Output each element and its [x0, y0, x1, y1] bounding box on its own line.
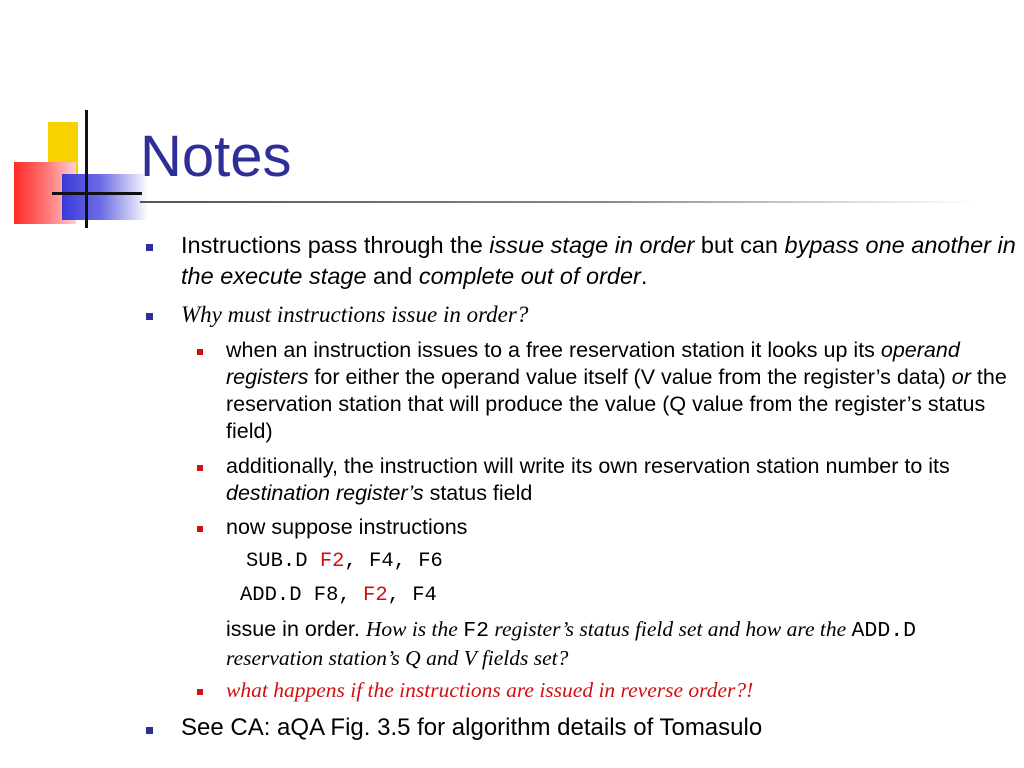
- emphasis: bypass one another in the execute stage: [181, 232, 1016, 289]
- code-op: ADD.D F8,: [240, 584, 364, 607]
- text-segment: but can: [694, 232, 785, 258]
- text-segment: for either the operand value itself (V value from the register’s data): [308, 365, 952, 389]
- question-text: reservation station’s Q and V fields set?: [226, 646, 569, 670]
- text-segment: issue in order.: [226, 617, 366, 641]
- code-inline: ADD.D: [851, 619, 917, 643]
- bullet-see-ca: [181, 712, 1016, 743]
- emphasis: or: [951, 365, 971, 389]
- text-segment: and: [366, 263, 419, 289]
- text-segment: additionally, the instruction will write its own reservation station number to its: [226, 454, 950, 478]
- question-text: Why must instructions issue in order?: [181, 302, 529, 327]
- code-register-highlight: F2: [363, 584, 388, 607]
- sub-bullet-destination-write: [226, 453, 1011, 507]
- sub-bullet-marker: [197, 689, 203, 695]
- code-line-sub: [246, 549, 443, 575]
- code-inline: F2: [463, 619, 489, 643]
- bullet-marker: [146, 727, 153, 734]
- emphasis: destination register’s: [226, 481, 424, 505]
- text-segment: See CA: aQA Fig. 3.5 for algorithm details of Tomasulo: [181, 714, 763, 741]
- code-register-highlight: F2: [319, 550, 345, 573]
- question-text: How is the: [365, 617, 464, 641]
- emphasis: issue stage in order: [489, 232, 695, 258]
- emphasis: operand registers: [226, 338, 960, 389]
- sub-bullet-marker: [197, 349, 203, 355]
- sub-bullet-operand-lookup: [226, 337, 1011, 445]
- bullet-why-in-order: [181, 299, 1016, 330]
- question-text: register’s status field set and how are the: [489, 617, 852, 641]
- slide-title: Notes: [140, 124, 292, 189]
- sub-bullet-reverse-order: [226, 677, 1011, 704]
- text-segment: now suppose instructions: [226, 515, 468, 539]
- code-line-add: [240, 583, 437, 609]
- code-op: SUB.D: [246, 550, 320, 573]
- bullet-pass-through: [181, 230, 1016, 292]
- sub-bullet-marker: [197, 465, 203, 471]
- sub-bullet-marker: [197, 526, 203, 532]
- text-segment: Instructions pass through the: [181, 232, 490, 258]
- issue-in-order-question: [226, 616, 986, 672]
- bullet-marker: [146, 244, 153, 251]
- bullet-marker: [146, 313, 153, 320]
- sub-bullet-suppose: [226, 514, 1011, 541]
- code-operands: , F4: [387, 584, 437, 607]
- text-segment: the reservation station that will produce the value (Q value from the register’s status field): [226, 365, 1007, 443]
- text-segment: when an instruction issues to a free reservation station it looks up its: [226, 338, 881, 362]
- text-segment: status field: [423, 481, 533, 505]
- emphasis: complete out of order: [418, 263, 641, 289]
- question-text: what happens if the instructions are issued in reverse order?!: [226, 678, 754, 702]
- text-segment: .: [640, 263, 648, 289]
- code-operands: , F4, F6: [344, 550, 443, 573]
